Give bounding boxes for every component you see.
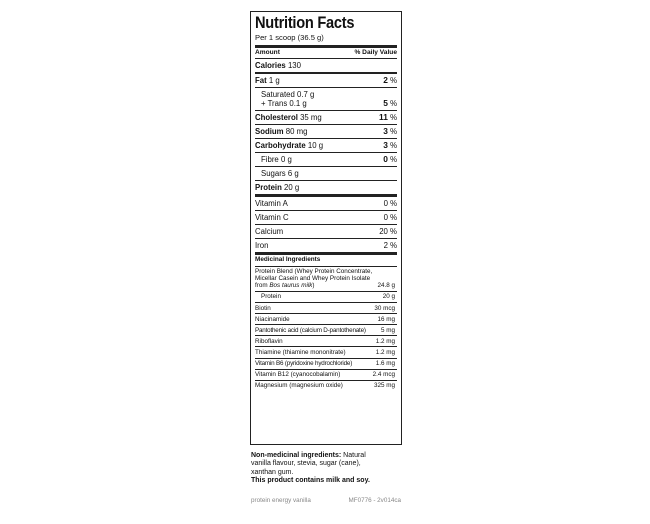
medicinal-row	[255, 380, 397, 391]
nutrient-row-fat	[255, 72, 397, 87]
vitamin-row	[255, 194, 397, 210]
label-title: Nutrition Facts	[255, 13, 355, 32]
nutrient-row-saturated	[255, 87, 397, 110]
nutrient-name: Sugars	[261, 169, 286, 178]
nutrient-amount: 0 g	[280, 155, 292, 164]
serving-size: Per 1 scoop (36.5 g)	[255, 33, 324, 42]
nutrient-name: Saturated	[261, 90, 295, 99]
medicinal-name: Vitamin B12 (cyanocobalamin)	[255, 371, 341, 379]
vitamin-row	[255, 224, 397, 238]
nutrient-row-fibre	[255, 152, 397, 166]
product-code: MF0776 - 2v014ca	[348, 497, 401, 504]
nutrient-row-protein	[255, 180, 397, 194]
medicinal-row	[255, 358, 397, 369]
medicinal-name: Biotin	[255, 304, 271, 312]
nutrient-amount: 10 g	[307, 141, 324, 150]
vitamin-name: Calcium	[255, 227, 284, 236]
blend-value: 24.8 g	[377, 282, 395, 290]
nutrient-row-sodium	[255, 124, 397, 138]
medicinal-row	[255, 291, 397, 302]
medicinal-value: 5 mg	[381, 326, 395, 334]
nutrient-amount: 1 g	[268, 76, 280, 85]
non-medicinal-heading: Non-medicinal ingredients:	[251, 452, 342, 459]
vitamin-dv: 0 %	[383, 213, 397, 222]
nutrition-facts-label	[250, 11, 402, 445]
medicinal-value: 2.4 mcg	[372, 371, 395, 379]
nutrient-dv: 5 %	[383, 98, 397, 108]
nutrient-row-carbohydrate	[255, 138, 397, 152]
calories-row	[255, 58, 397, 72]
medicinal-value: 1.2 mg	[375, 337, 395, 345]
nutrient-row-cholesterol	[255, 110, 397, 124]
nutrient-amount: 80 mg	[285, 127, 308, 136]
nutrient-amount: 6 g	[287, 169, 299, 178]
vitamin-dv: 20 %	[379, 227, 397, 236]
medicinal-row	[255, 302, 397, 313]
vitamin-dv: 0 %	[383, 199, 397, 208]
medicinal-heading: Medicinal Ingredients	[255, 252, 397, 266]
protein-blend-row	[255, 266, 397, 291]
medicinal-name: Magnesium (magnesium oxide)	[255, 382, 343, 390]
medicinal-name: Vitamin B6 (pyridoxine hydrochloride)	[255, 359, 353, 367]
medicinal-row	[255, 369, 397, 380]
medicinal-value: 325 mg	[373, 382, 395, 390]
blend-line: Protein Blend (Whey Protein Concentrate,	[255, 268, 373, 276]
amount-header: Amount	[255, 49, 280, 56]
nutrient-row-sugars	[255, 166, 397, 180]
trans-fat: + Trans 0.1 g	[261, 99, 307, 108]
allergen-statement: This product contains milk and soy.	[251, 477, 370, 485]
medicinal-name: Pantothenic acid (calcium D-pantothenate)	[255, 326, 366, 334]
nutrient-name: Carbohydrate	[255, 141, 306, 150]
medicinal-value: 1.2 mg	[375, 348, 395, 356]
vitamin-name: Vitamin A	[255, 199, 288, 208]
medicinal-name: Thiamine (thiamine mononitrate)	[255, 348, 346, 356]
vitamin-dv: 2 %	[383, 241, 397, 250]
vitamin-row	[255, 210, 397, 224]
medicinal-row	[255, 335, 397, 346]
nutrient-name: Sodium	[255, 127, 284, 136]
nutrient-dv: 2 %	[383, 75, 397, 85]
medicinal-name: Riboflavin	[255, 337, 283, 345]
calories-value: 130	[287, 61, 301, 70]
medicinal-name: Niacinamide	[255, 315, 290, 323]
product-name: protein energy vanilla	[251, 497, 311, 504]
medicinal-name: Protein	[261, 293, 281, 301]
medicinal-value: 1.6 mg	[375, 359, 395, 367]
nutrient-amount: 35 mg	[300, 113, 322, 122]
nutrient-amount: 20 g	[284, 183, 300, 192]
non-medicinal-ingredients: Non-medicinal ingredients: Natural vanilla flavour, stevia, sugar (cane), xanthan gum. This product contains milk and soy.	[251, 452, 370, 485]
nutrient-name: Protein	[255, 183, 282, 192]
table-header	[255, 45, 397, 58]
calories-label: Calories	[255, 61, 286, 70]
daily-value-header: % Daily Value	[354, 49, 397, 56]
medicinal-value: 20 g	[382, 293, 395, 301]
nutrient-dv: 3 %	[383, 126, 397, 136]
vitamin-name: Vitamin C	[255, 213, 289, 222]
vitamin-name: Iron	[255, 241, 269, 250]
nutrient-dv: 0 %	[383, 154, 397, 164]
blend-line: Micellar Casein and Whey Protein Isolate	[255, 275, 371, 283]
nutrient-dv: 3 %	[383, 140, 397, 150]
nutrient-name: Fibre	[261, 155, 279, 164]
nutrient-dv: 11 %	[379, 112, 397, 122]
medicinal-value: 16 mg	[377, 315, 395, 323]
label-footer	[251, 497, 401, 504]
nutrient-name: Cholesterol	[255, 113, 298, 122]
blend-line: from Bos taurus milk)	[255, 282, 315, 290]
medicinal-row	[255, 324, 397, 335]
medicinal-value: 30 mcg	[374, 304, 395, 312]
nutrient-amount: 0.7 g	[296, 90, 315, 99]
vitamin-row	[255, 238, 397, 252]
nutrient-name: Fat	[255, 76, 267, 85]
medicinal-row	[255, 346, 397, 357]
medicinal-row	[255, 313, 397, 324]
